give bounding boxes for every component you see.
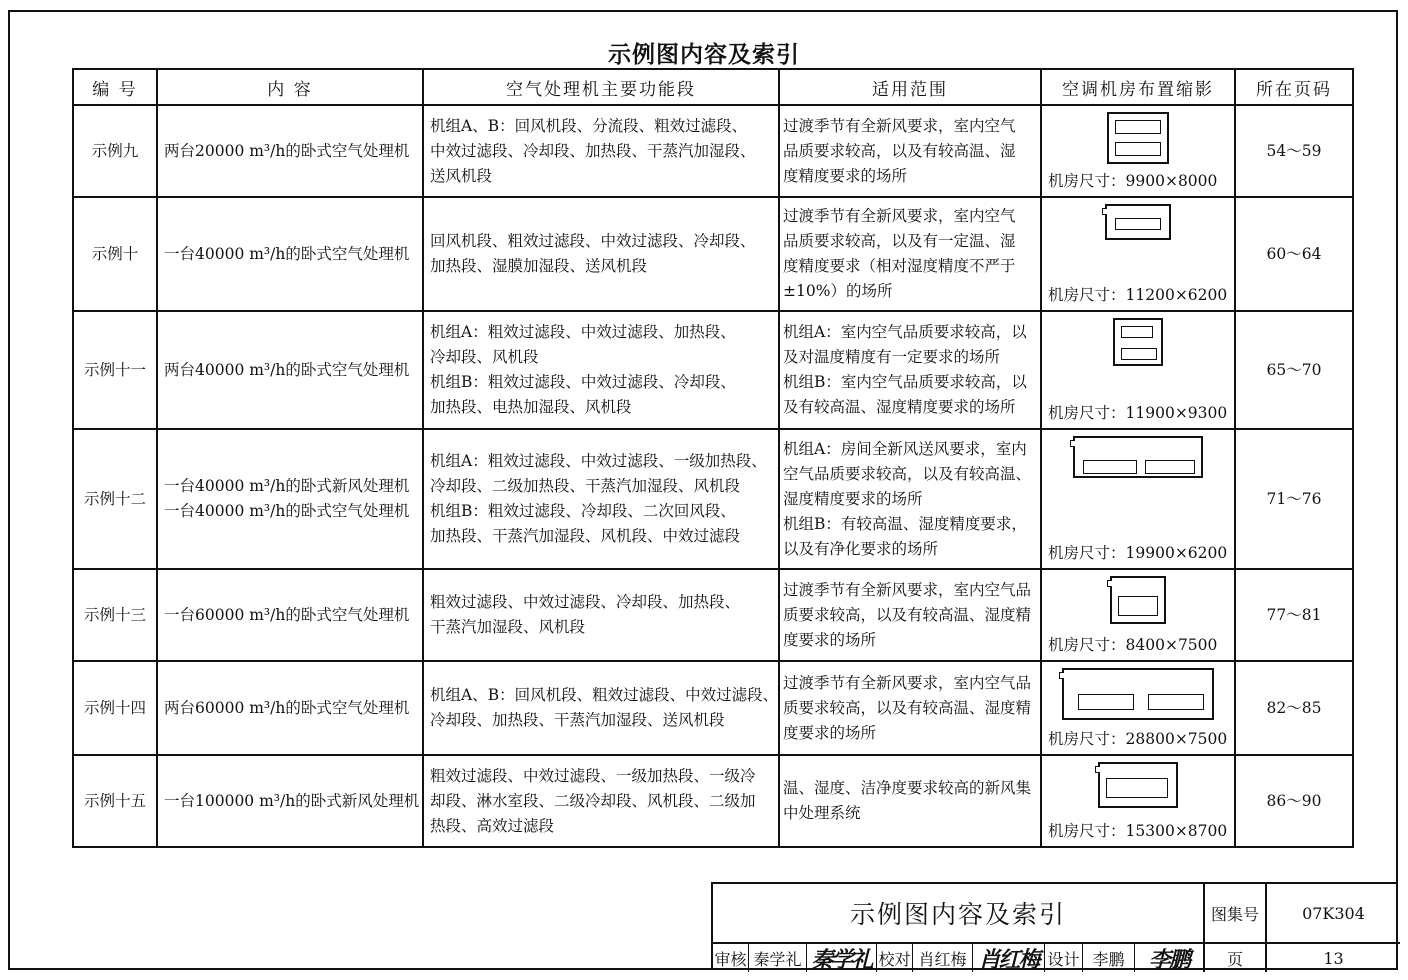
atlas-label: 图集号 xyxy=(1205,884,1267,944)
scope-line: 过渡季节有全新风要求，室内空气 xyxy=(783,116,1016,135)
scope-line: 机组A：室内空气品质要求较高，以 xyxy=(783,323,1027,341)
room-dimension-label: 机房尺寸： xyxy=(1048,404,1126,422)
function-line: 冷却段、风机段 xyxy=(430,348,539,366)
function-cell xyxy=(423,569,779,661)
function-line: 机组B：粗效过滤段、中效过滤段、冷却段、 xyxy=(430,373,736,391)
scope-line: 机组A：房间全新风送风要求，室内 xyxy=(783,439,1027,458)
room-dimension xyxy=(1048,633,1217,658)
page-range-cell xyxy=(1235,661,1353,755)
scope-line: 质要求较高，以及有较高温、湿度精 xyxy=(783,605,1032,624)
page-range-cell xyxy=(1235,429,1353,569)
scope-cell xyxy=(779,311,1041,429)
example-number-cell xyxy=(73,569,157,661)
designer-signature xyxy=(1135,944,1205,972)
layout-thumbnail xyxy=(1042,204,1234,240)
room-dimension-label: 机房尺寸： xyxy=(1048,730,1126,748)
page-range-cell xyxy=(1235,197,1353,311)
function-cell xyxy=(423,429,779,569)
page-range: 65～70 xyxy=(1266,360,1322,379)
room-dimension-value: 15300×8700 xyxy=(1125,822,1228,840)
layout-thumbnail-cell xyxy=(1041,661,1235,755)
header-no: 编 号 xyxy=(73,69,157,105)
function-line: 冷却段、二级加热段、干蒸汽加湿段、风机段 xyxy=(430,477,741,495)
content-cell xyxy=(157,105,423,197)
scope-line: 机组B：室内空气品质要求较高，以 xyxy=(783,373,1027,391)
room-dimension-label: 机房尺寸： xyxy=(1048,822,1126,840)
scope-line: 以及有净化要求的场所 xyxy=(783,539,939,558)
design-label: 设计 xyxy=(1045,944,1083,972)
scope-line: 品质要求较高，以及有一定温、湿 xyxy=(783,232,1016,250)
air-handler-unit xyxy=(1115,120,1161,134)
content-line: 一台40000 m³/h的卧式空气处理机 xyxy=(164,502,410,520)
air-handler-unit xyxy=(1115,218,1161,230)
door-notch xyxy=(1095,766,1100,773)
header-content: 内 容 xyxy=(157,69,423,105)
function-line: 回风机段、粗效过滤段、中效过滤段、冷却段、 xyxy=(430,232,756,250)
header-row xyxy=(73,69,1353,105)
room-dimension-label: 机房尺寸： xyxy=(1048,544,1126,562)
air-handler-unit xyxy=(1083,460,1137,474)
page-range: 77～81 xyxy=(1266,605,1322,624)
machine-room-outline xyxy=(1105,204,1171,240)
room-dimension xyxy=(1048,169,1217,194)
scope-line: 及对温度精度有一定要求的场所 xyxy=(783,348,1001,366)
example-number: 示例十四 xyxy=(83,698,146,717)
room-dimension-value: 11900×9300 xyxy=(1125,404,1228,422)
table-row xyxy=(73,105,1353,197)
machine-room-outline xyxy=(1110,576,1166,624)
room-dimension-value: 8400×7500 xyxy=(1125,636,1218,654)
scope-line: 过渡季节有全新风要求，室内空气品 xyxy=(783,580,1032,599)
example-number: 示例九 xyxy=(91,141,139,160)
machine-room-outline xyxy=(1073,436,1203,478)
door-notch xyxy=(1059,672,1064,679)
room-dimension-value: 9900×8000 xyxy=(1125,172,1218,190)
function-line: 干蒸汽加湿段、风机段 xyxy=(430,618,586,636)
signature-mark: 肖红梅 xyxy=(978,946,1039,973)
signature-mark: 李鹏 xyxy=(1148,946,1189,973)
page-range: 60～64 xyxy=(1266,244,1322,263)
page-range-cell xyxy=(1235,569,1353,661)
room-dimension xyxy=(1048,541,1227,566)
layout-thumbnail-cell xyxy=(1041,311,1235,429)
layout-thumbnail xyxy=(1042,436,1234,478)
content-line: 两台20000 m³/h的卧式空气处理机 xyxy=(164,141,410,160)
layout-thumbnail xyxy=(1042,318,1234,366)
scope-line: 过渡季节有全新风要求，室内空气 xyxy=(783,207,1016,225)
function-cell xyxy=(423,311,779,429)
table-row xyxy=(73,755,1353,847)
machine-room-outline xyxy=(1098,762,1178,808)
function-cell xyxy=(423,755,779,847)
example-number: 示例十二 xyxy=(83,489,146,508)
content-cell xyxy=(157,429,423,569)
machine-room-outline xyxy=(1113,318,1163,366)
scope-line: 空气品质要求较高，以及有较高温、 xyxy=(783,464,1032,483)
title-block xyxy=(711,882,1398,973)
scope-cell xyxy=(779,105,1041,197)
air-handler-unit xyxy=(1115,142,1161,156)
room-dimension xyxy=(1048,283,1227,308)
function-line: 加热段、湿膜加湿段、送风机段 xyxy=(430,257,648,275)
room-dimension-label: 机房尺寸： xyxy=(1048,172,1126,190)
function-line: 粗效过滤段、中效过滤段、一级加热段、一级冷 xyxy=(430,766,756,785)
content-line: 两台40000 m³/h的卧式空气处理机 xyxy=(164,360,410,379)
reviewer-signature xyxy=(807,944,877,972)
air-handler-unit xyxy=(1106,778,1168,798)
table-row xyxy=(73,661,1353,755)
checker-name: 肖红梅 xyxy=(913,944,973,972)
page-range-cell xyxy=(1235,311,1353,429)
door-notch xyxy=(1107,580,1112,587)
function-line: 加热段、电热加湿段、风机段 xyxy=(430,398,632,416)
scope-line: 度要求的场所 xyxy=(783,723,877,742)
room-dimension xyxy=(1048,401,1227,426)
layout-thumbnail xyxy=(1042,112,1234,164)
layout-thumbnail xyxy=(1042,762,1234,808)
content-line: 一台40000 m³/h的卧式新风处理机 xyxy=(164,477,410,495)
layout-thumbnail-cell xyxy=(1041,755,1235,847)
example-number: 示例十三 xyxy=(83,605,146,624)
function-line: 粗效过滤段、中效过滤段、冷却段、加热段、 xyxy=(430,593,741,611)
content-cell xyxy=(157,661,423,755)
example-number: 示例十 xyxy=(91,244,139,263)
room-dimension-value: 28800×7500 xyxy=(1125,730,1228,748)
designer-name: 李鹏 xyxy=(1083,944,1135,972)
example-number-cell xyxy=(73,311,157,429)
table-row xyxy=(73,429,1353,569)
scope-line: 质要求较高，以及有较高温、湿度精 xyxy=(783,698,1032,717)
example-number-cell xyxy=(73,661,157,755)
function-line: 机组A：粗效过滤段、中效过滤段、一级加热段、 xyxy=(430,452,767,470)
room-dimension-value: 11200×6200 xyxy=(1125,286,1228,304)
table-row xyxy=(73,197,1353,311)
air-handler-unit xyxy=(1148,694,1204,710)
content-cell xyxy=(157,197,423,311)
air-handler-unit xyxy=(1118,596,1158,616)
layout-thumbnail xyxy=(1042,668,1234,720)
page-title: 示例图内容及索引 xyxy=(608,42,800,68)
room-dimension-label: 机房尺寸： xyxy=(1048,636,1126,654)
content-line: 两台60000 m³/h的卧式空气处理机 xyxy=(164,698,410,717)
room-dimension xyxy=(1048,727,1227,752)
machine-room-outline xyxy=(1062,668,1214,720)
content-line: 一台60000 m³/h的卧式空气处理机 xyxy=(164,605,410,624)
scope-line: 及有较高温、湿度精度要求的场所 xyxy=(783,398,1016,416)
door-notch xyxy=(1102,208,1107,215)
page-label: 页 xyxy=(1205,944,1267,972)
function-line: 机组B：粗效过滤段、冷却段、二次回风段、 xyxy=(430,502,736,520)
air-handler-unit xyxy=(1078,694,1134,710)
function-line: 冷却段、加热段、干蒸汽加湿段、送风机段 xyxy=(430,711,725,729)
page-range-cell xyxy=(1235,755,1353,847)
door-notch xyxy=(1070,440,1075,447)
room-dimension-label: 机房尺寸： xyxy=(1048,286,1126,304)
layout-thumbnail-cell xyxy=(1041,569,1235,661)
function-cell xyxy=(423,197,779,311)
review-label: 审核 xyxy=(713,944,749,972)
layout-thumbnail-cell xyxy=(1041,429,1235,569)
content-cell xyxy=(157,755,423,847)
signature-mark: 秦学礼 xyxy=(811,946,872,973)
layout-thumbnail-cell xyxy=(1041,105,1235,197)
function-line: 中效过滤段、冷却段、加热段、干蒸汽加湿段、 xyxy=(430,141,756,160)
header-page: 所在页码 xyxy=(1235,69,1353,105)
page-range: 54～59 xyxy=(1266,141,1322,160)
example-number-cell xyxy=(73,429,157,569)
example-number-cell xyxy=(73,755,157,847)
function-line: 却段、淋水室段、二级冷却段、风机段、二级加 xyxy=(430,791,756,810)
function-line: 加热段、干蒸汽加湿段、风机段、中效过滤段 xyxy=(430,527,741,545)
content-cell xyxy=(157,569,423,661)
page-number: 13 xyxy=(1323,948,1344,968)
content-cell xyxy=(157,311,423,429)
scope-line: 过渡季节有全新风要求，室内空气品 xyxy=(783,673,1032,692)
content-line: 一台40000 m³/h的卧式空气处理机 xyxy=(164,244,410,263)
function-cell xyxy=(423,105,779,197)
content-line: 一台100000 m³/h的卧式新风处理机 xyxy=(164,791,420,810)
table-row xyxy=(73,569,1353,661)
checker-signature xyxy=(973,944,1045,972)
page-range: 82～85 xyxy=(1266,698,1322,717)
air-handler-unit xyxy=(1121,326,1153,338)
page-range: 86～90 xyxy=(1266,791,1322,810)
function-line: 送风机段 xyxy=(430,166,493,185)
machine-room-outline xyxy=(1107,112,1169,164)
header-layout: 空调机房布置缩影 xyxy=(1041,69,1235,105)
table-row xyxy=(73,311,1353,429)
scope-line: 度精度要求的场所 xyxy=(783,166,908,185)
layout-thumbnail xyxy=(1042,576,1234,624)
scope-line: 度要求的场所 xyxy=(783,630,877,649)
check-label: 校对 xyxy=(877,944,913,972)
example-number: 示例十一 xyxy=(83,360,146,379)
atlas-number: 07K304 xyxy=(1267,884,1400,944)
scope-line: 温、湿度、洁净度要求较高的新风集 xyxy=(783,779,1032,797)
example-number: 示例十五 xyxy=(83,791,146,810)
page-range-cell xyxy=(1235,105,1353,197)
scope-line: 机组B：有较高温、湿度精度要求， xyxy=(783,514,1027,533)
scope-line: ±10%）的场所 xyxy=(783,282,893,300)
example-number-cell xyxy=(73,105,157,197)
scope-line: 湿度精度要求的场所 xyxy=(783,489,923,508)
scope-cell xyxy=(779,569,1041,661)
function-cell xyxy=(423,661,779,755)
room-dimension-value: 19900×6200 xyxy=(1125,544,1228,562)
scope-cell xyxy=(779,661,1041,755)
example-number-cell xyxy=(73,197,157,311)
scope-line: 度精度要求（相对湿度精度不严于 xyxy=(783,257,1016,275)
room-dimension xyxy=(1048,819,1227,844)
page-range: 71～76 xyxy=(1266,489,1322,508)
header-function: 空气处理机主要功能段 xyxy=(423,69,779,105)
scope-cell xyxy=(779,755,1041,847)
function-line: 机组A、B：回风机段、粗效过滤段、中效过滤段、 xyxy=(430,686,779,704)
scope-cell xyxy=(779,429,1041,569)
index-table xyxy=(72,68,1354,848)
function-line: 机组A、B：回风机段、分流段、粗效过滤段、 xyxy=(430,116,748,135)
layout-thumbnail-cell xyxy=(1041,197,1235,311)
scope-line: 中处理系统 xyxy=(783,804,861,822)
scope-cell xyxy=(779,197,1041,311)
reviewer-name: 秦学礼 xyxy=(749,944,807,972)
function-line: 机组A：粗效过滤段、中效过滤段、加热段、 xyxy=(430,323,736,341)
scope-line: 品质要求较高，以及有较高温、湿 xyxy=(783,141,1016,160)
air-handler-unit xyxy=(1145,460,1195,474)
function-line: 热段、高效过滤段 xyxy=(430,816,555,835)
air-handler-unit xyxy=(1121,348,1157,360)
title-block-title: 示例图内容及索引 xyxy=(713,884,1205,944)
header-scope: 适用范围 xyxy=(779,69,1041,105)
